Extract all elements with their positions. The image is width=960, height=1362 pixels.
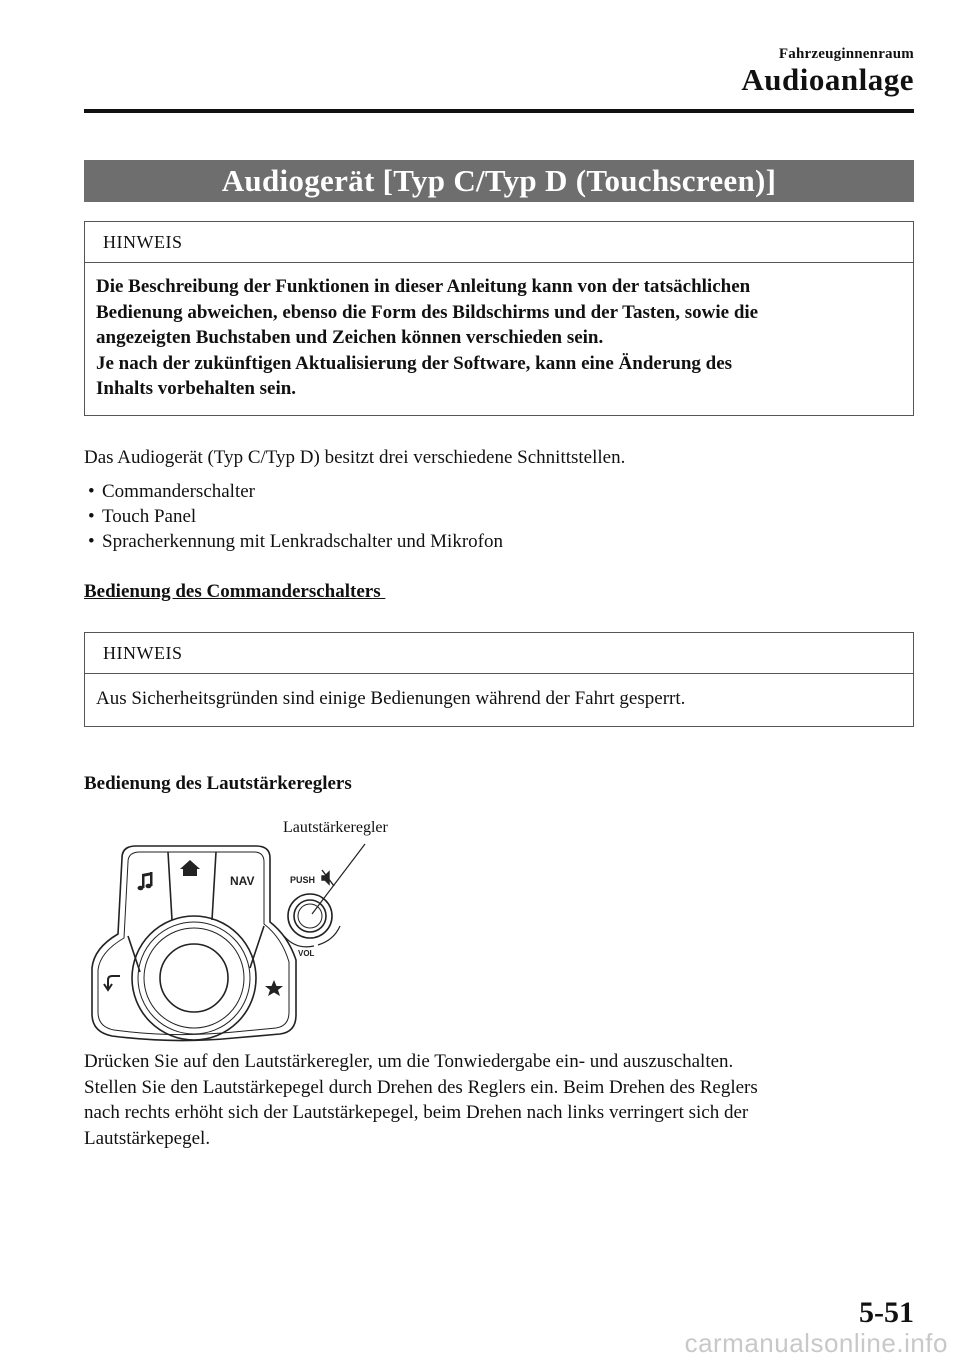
page-title: Audiogerät [Typ C/Typ D (Touchscreen)] (84, 160, 914, 202)
music-note-icon (138, 872, 153, 890)
volume-description (84, 1049, 904, 1151)
push-label: PUSH (290, 875, 316, 885)
chapter-title: Audioanlage (741, 62, 914, 97)
mute-icon (322, 870, 334, 886)
section-label: Fahrzeuginnenraum (778, 46, 914, 62)
nav-button-label: NAV (230, 874, 255, 888)
desc-line: Drücken Sie auf den Lautstärkeregler, um die Tonwiedergabe ein- und auszuschalten. (84, 1051, 734, 1072)
note-line: Bedienung abweichen, ebenso die Form des Bildschirms und der Tasten, sowie die (96, 301, 759, 323)
volume-knob-callout: Lautstärkeregler (283, 819, 388, 836)
desc-line: Stellen Sie den Lautstärkepegel durch Drehen des Reglers ein. Beim Drehen des Reglers (84, 1076, 758, 1098)
intro-paragraph: Das Audiogerät (Typ C/Typ D) besitzt drei verschiedene Schnittstellen. (84, 447, 626, 468)
note-box-2 (84, 632, 914, 727)
list-item: • Touch Panel (88, 506, 197, 527)
commander-switch-illustration (84, 810, 424, 1050)
watermark: carmanualsonline.info (684, 1328, 948, 1358)
list-item: • Commanderschalter (88, 481, 256, 502)
note-line: Je nach der zukünftigen Aktualisierung der Software, kann eine Änderung des (96, 352, 733, 374)
note-line: angezeigten Buchstaben und Zeichen können verschieden sein. (96, 327, 604, 349)
note-line: Inhalts vorbehalten sein. (96, 378, 297, 400)
home-icon (180, 860, 200, 876)
vol-label: VOL (298, 949, 315, 958)
list-item: • Spracherkennung mit Lenkradschalter und Mikrofon (88, 531, 503, 552)
back-arrow-icon (104, 976, 120, 990)
star-icon (265, 980, 283, 996)
header-rule (84, 109, 914, 113)
page-number: 5-51 (859, 1296, 914, 1329)
note-line: Die Beschreibung der Funktionen in dieser Anleitung kann von der tatsächlichen (96, 276, 751, 297)
note-text (85, 263, 913, 414)
note-heading: HINWEIS (85, 222, 913, 263)
desc-line: nach rechts erhöht sich der Lautstärkepegel, beim Drehen nach links verringert sich der (84, 1102, 749, 1124)
interface-list (88, 479, 503, 554)
subheading-volume: Bedienung des Lautstärkereglers (84, 773, 352, 794)
note-box-1 (84, 221, 914, 416)
subheading-commander: Bedienung des Commanderschalters (84, 581, 386, 602)
desc-line: Lautstärkepegel. (84, 1127, 211, 1149)
note-text: Aus Sicherheitsgründen sind einige Bedienungen während der Fahrt gesperrt. (96, 688, 686, 709)
note-heading: HINWEIS (85, 633, 913, 674)
